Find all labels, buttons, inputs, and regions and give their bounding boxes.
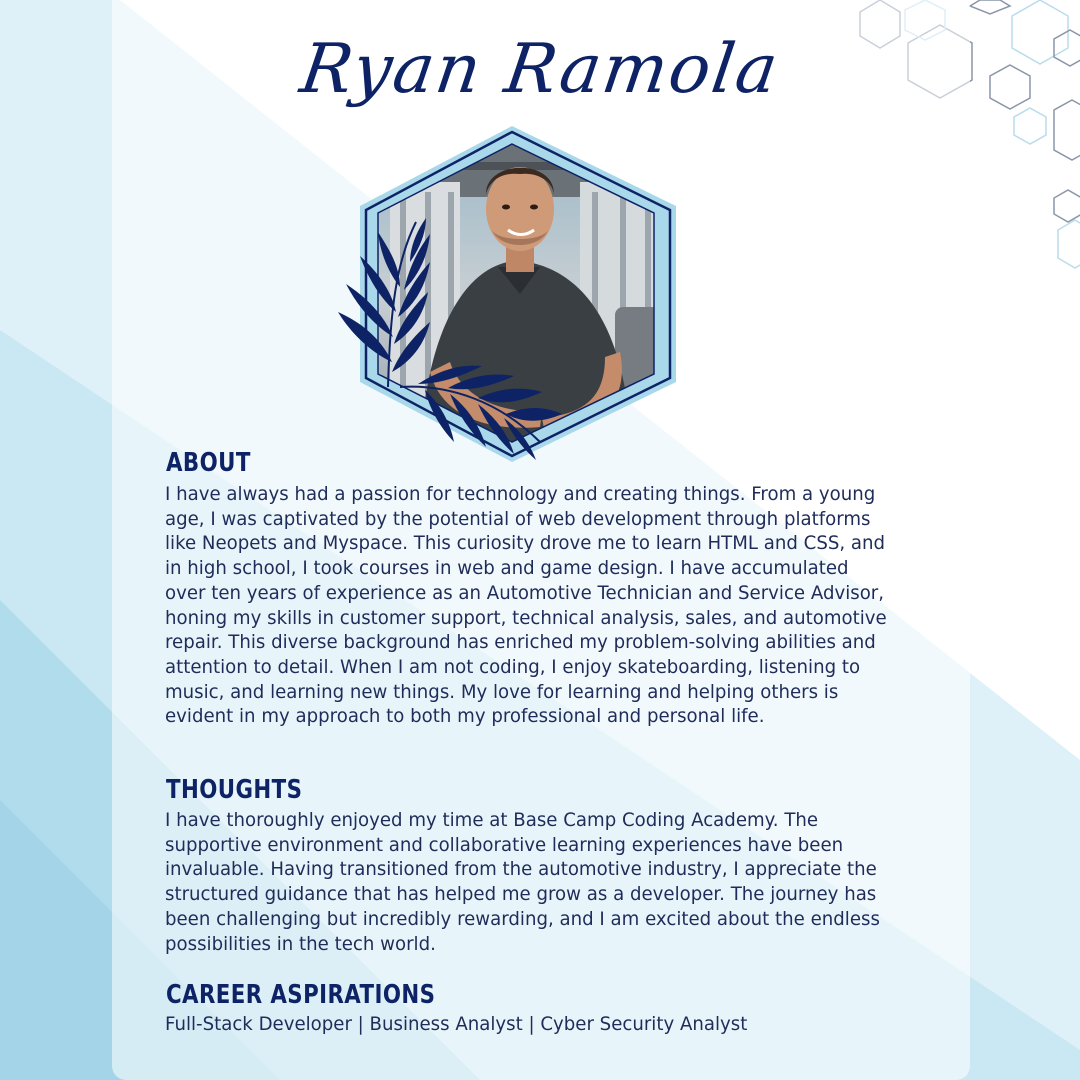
thoughts-heading: THOUGHTS xyxy=(166,775,303,805)
thoughts-text: I have thoroughly enjoyed my time at Base Camp Coding Academy. The supportive environment and collaborative learning experiences have been invaluable. Having transitioned from the automotive industry, I appreciate the structured guidance that has helped me grow as a developer. The journey has been challenging but incredibly rewarding, and I am excited about the endless possibilities in the tech world. xyxy=(165,809,880,955)
profile-name: Ryan Ramola xyxy=(295,30,785,109)
career-heading: CAREER ASPIRATIONS xyxy=(166,980,436,1010)
about-text: I have always had a passion for technology and creating things. From a young age, I was captivated by the potential of web development through platforms like Neopets and Myspace. This curiosity drove me to learn HTML and CSS, and in high school, I took courses in web and game design. I have accumulated over ten years of experience as an Automotive Technician and Service Advisor, honing my skills in customer support, technical analysis, sales, and automotive repair. This diverse background has enriched my problem-solving abilities and attention to detail. When I am not coding, I enjoy skateboarding, listening to music, and learning new things. My love for learning and helping others is evident in my approach to both my professional and personal life. xyxy=(165,483,887,728)
about-heading: ABOUT xyxy=(166,448,251,478)
career-text: Full-Stack Developer | Business Analyst | Cyber Security Analyst xyxy=(165,1013,748,1035)
profile-photo xyxy=(330,122,690,467)
